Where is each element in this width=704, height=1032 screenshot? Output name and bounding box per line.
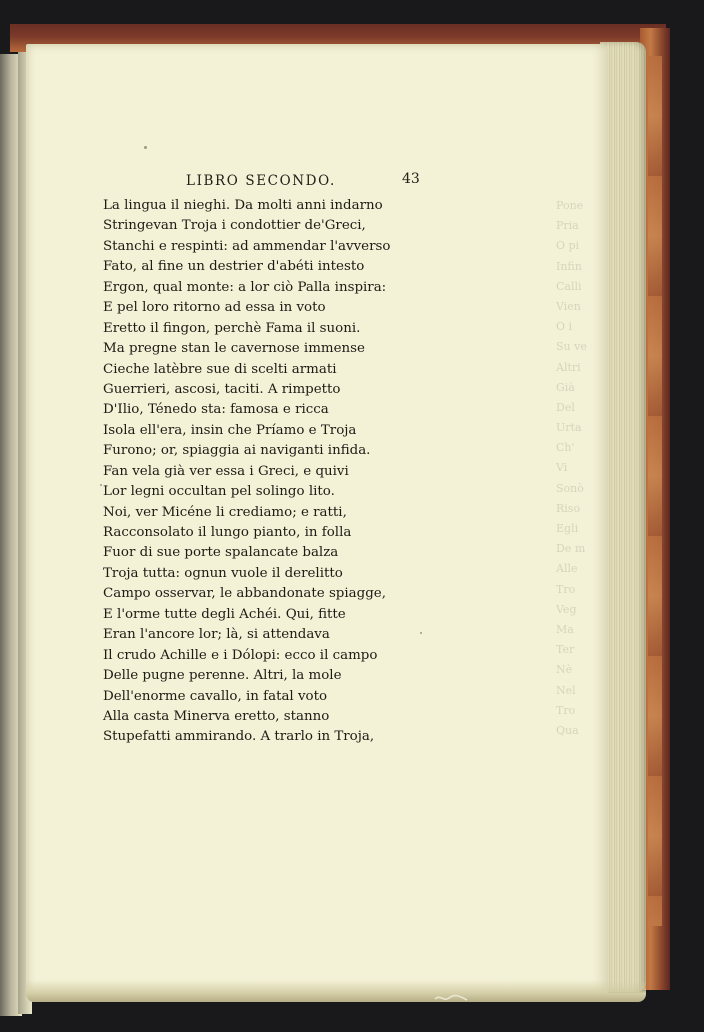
verse-line: Stupefatti ammirando. A trarlo in Troja, [103, 729, 375, 745]
running-head: LIBRO SECONDO. [186, 173, 336, 189]
verse-line: Lor legni occultan pel solingo lito. [103, 484, 335, 500]
verse-line: Fan vela già ver essa i Greci, e quivi [103, 463, 349, 479]
ink-speck [144, 146, 147, 149]
verse-line: Isola ell'era, insin che Príamo e Troja [103, 422, 357, 438]
verse-line: Il crudo Achille e i Dólopi: ecco il campo [103, 647, 378, 663]
verse-block [103, 196, 403, 748]
show-through-text: Pone Pria O pi Infin Calli Vien O i Su ve Altri Già Del Urta Ch' Vi Sonò Riso Egli De m Alle Tro Veg Ma Ter Nè Nel Tro Qua [556, 199, 587, 737]
verse-line: Ergon, qual monte: a lor ciò Palla inspira: [103, 279, 387, 295]
ink-speck [420, 632, 422, 634]
book-cover-marbling [648, 56, 662, 926]
verse-line: Ma pregne stan le cavernose immense [103, 341, 365, 357]
verse-line: Fuor di sue porte spalancate balza [103, 545, 339, 561]
ink-speck [100, 484, 102, 486]
verse-line: Delle pugne perenne. Altri, la mole [103, 668, 342, 684]
verse-line: Cieche latèbre sue di scelti armati [103, 361, 337, 377]
verse-line: E pel loro ritorno ad essa in voto [103, 300, 326, 316]
verse-line: E l'orme tutte degli Achéi. Qui, fitte [103, 606, 346, 622]
verse-line: Noi, ver Micéne li crediamo; e ratti, [103, 504, 347, 520]
page-bottom-edge [26, 980, 646, 1002]
verse-line: La lingua il nieghi. Da molti anni indarno [103, 198, 383, 213]
verse-line: Guerrieri, ascosi, taciti. A rimpetto [103, 381, 341, 397]
verse-line: Eretto il fingon, perchè Fama il suoni. [103, 320, 361, 336]
verse-line: Fato, al fine un destrier d'abéti intesto [103, 259, 365, 275]
verse-line: Furono; or, spiaggia ai naviganti infida. [103, 443, 371, 459]
verse-line: Troja tutta: ognun vuole il derelitto [103, 565, 343, 581]
page-number: 43 [402, 171, 420, 187]
verse-line: Alla casta Minerva eretto, stanno [103, 708, 330, 724]
loose-thread [434, 993, 468, 1003]
verse-line: Racconsolato il lungo pianto, in folla [103, 525, 352, 540]
verse-line: Stanchi e respinti: ad ammendar l'avverso [103, 238, 391, 254]
verse-line: Dell'enorme cavallo, in fatal voto [103, 688, 328, 704]
verse-line: Campo osservar, le abbandonate spiagge, [103, 586, 386, 602]
verse-line: Stringevan Troja i condottier de'Greci, [103, 218, 366, 234]
verse-line: Eran l'ancore lor; là, si attendava [103, 627, 330, 643]
verse-line: D'Ilio, Ténedo sta: famosa e ricca [103, 402, 329, 418]
